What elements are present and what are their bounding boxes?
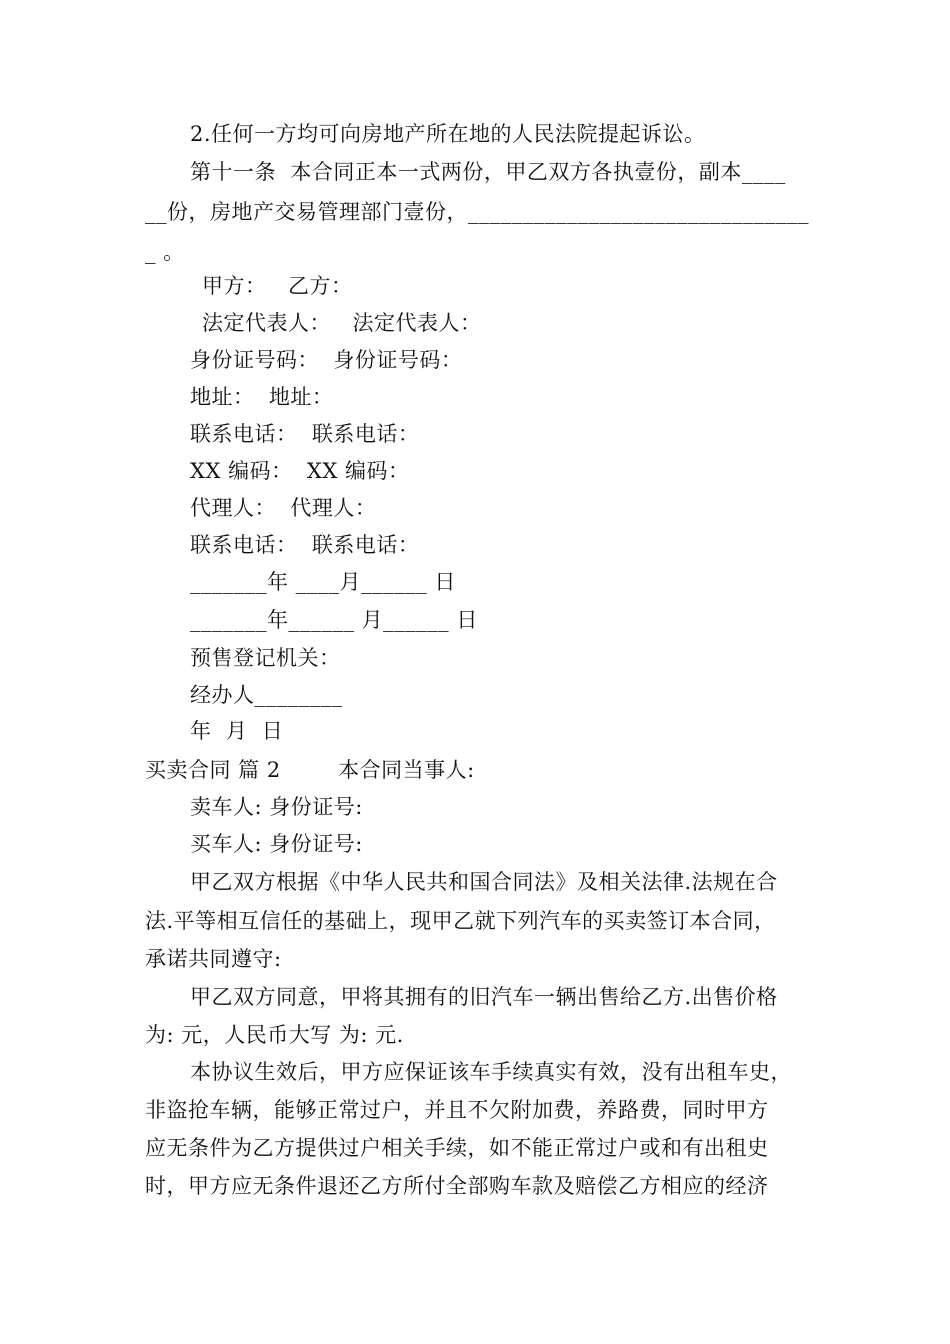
section-heading: 买卖合同 篇 2 本合同当事人: [145,758,475,782]
para-effect-3: 应无条件为乙方提供过户相关手续，如不能正常过户或和有出租史 [145,1136,769,1160]
para-basis-3: 承诺共同遵守: [145,947,282,971]
date-line-3: 年 月 日 [190,719,284,743]
agent-phone-labels: 联系电话： 联系电话： [190,533,420,557]
para-effect-2: 非盗抢车辆，能够正常过户，并且不欠附加费，养路费，同时甲方 [145,1098,769,1122]
clause-eleven-cont: __份，房地产交易管理部门壹份，_______________________________ [145,200,809,224]
registration-authority: 预售登记机关： [190,646,341,670]
agent-labels: 代理人： 代理人： [190,496,377,520]
legal-rep-labels: 法定代表人： 法定代表人： [202,311,482,335]
clause-litigation: 2.任何一方均可向房地产所在地的人民法院提起诉讼。 [190,122,706,146]
buyer-line: 买车人: 身份证号: [190,832,363,856]
postcode-labels: XX 编码： XX 编码： [190,459,410,483]
date-line-2: _______年______ 月______ 日 [190,608,478,632]
para-basis-2: 法.平等相互信任的基础上，现甲乙就下列汽车的买卖签订本合同， [145,909,776,933]
para-price-1: 甲乙双方同意，甲将其拥有的旧汽车一辆出售给乙方.出售价格 [190,985,778,1009]
handler-line: 经办人________ [190,683,343,707]
clause-eleven-end: _ 。 [145,240,185,264]
para-effect-4: 时，甲方应无条件退还乙方所付全部购车款及赔偿乙方相应的经济 [145,1174,769,1198]
date-line-1: _______年 ____月______ 日 [190,570,456,594]
id-number-labels: 身份证号码： 身份证号码： [190,348,463,372]
phone-labels: 联系电话： 联系电话： [190,422,420,446]
address-labels: 地址： 地址： [190,385,334,409]
party-labels: 甲方： 乙方： [202,274,353,298]
para-effect-1: 本协议生效后，甲方应保证该车手续真实有效，没有出租车史， [190,1060,792,1084]
para-price-2: 为: 元，人民币大写 为: 元. [145,1023,404,1047]
seller-line: 卖车人: 身份证号: [190,795,363,819]
clause-eleven: 第十一条 本合同正本一式两份，甲乙双方各执壹份，副本____ [190,160,786,184]
para-basis-1: 甲乙双方根据《中华人民共和国合同法》及相关法律.法规在合 [190,870,778,894]
